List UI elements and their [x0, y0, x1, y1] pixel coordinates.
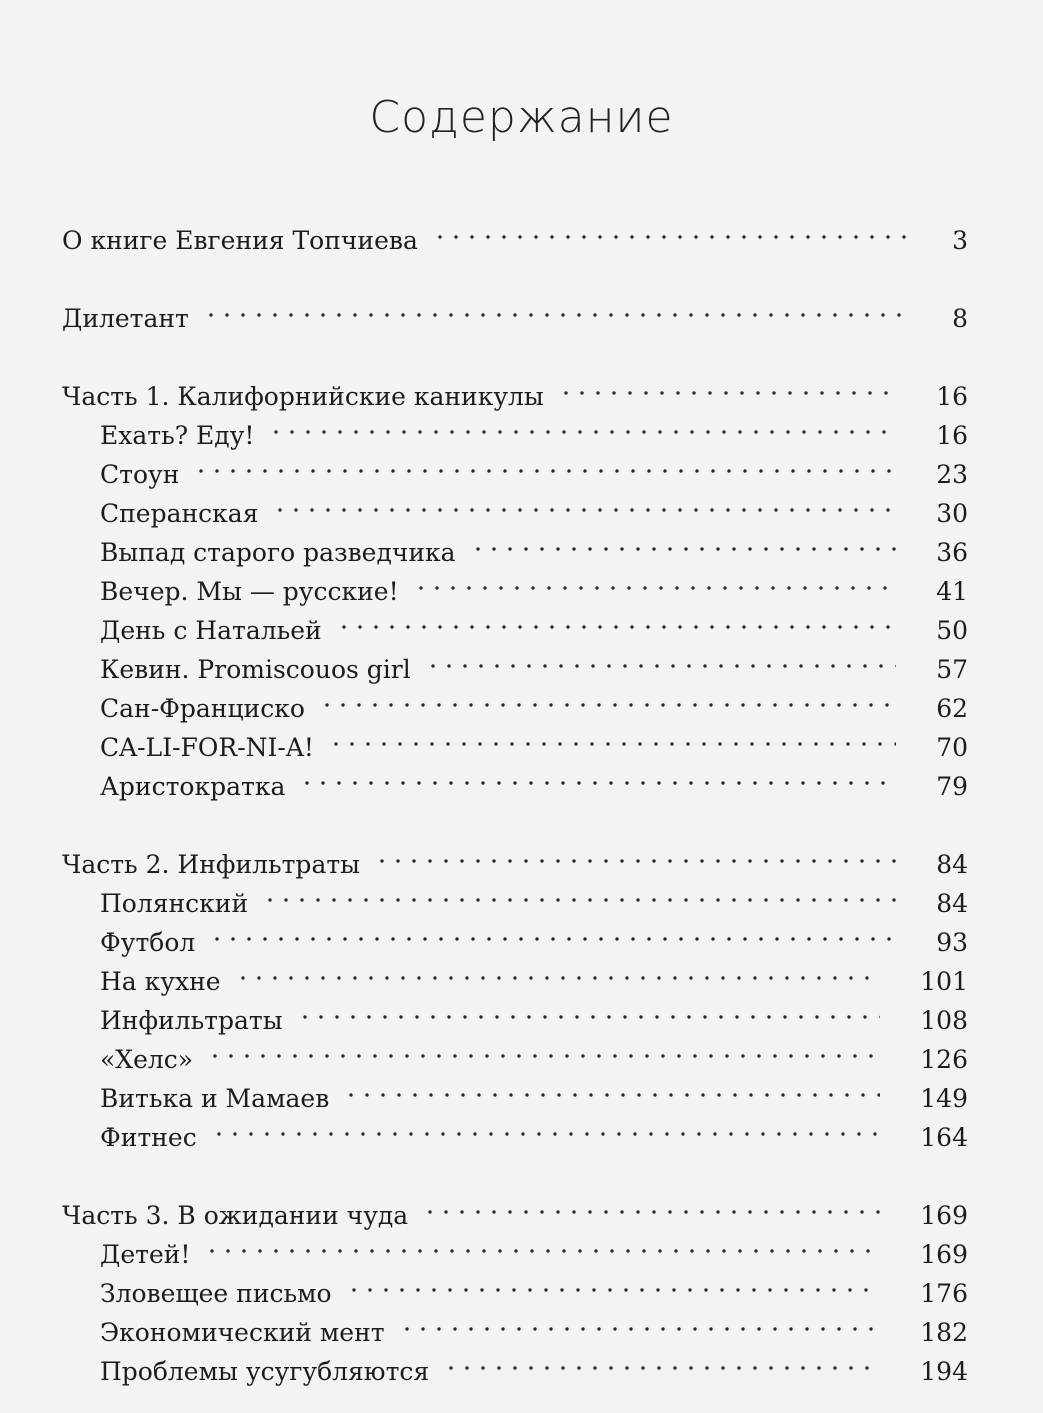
toc-entry-label: Проблемы усугубляются	[100, 1357, 430, 1386]
toc-entry	[62, 681, 968, 723]
toc-entry-label: Стоун	[100, 460, 180, 489]
toc-entry-label: О книге Евгения Топчиева	[62, 226, 418, 255]
dot-leader	[343, 1077, 880, 1113]
toc-entry-page: 84	[936, 889, 968, 918]
toc-entry	[62, 408, 968, 450]
dot-leader	[443, 1350, 880, 1386]
toc-entry-page: 62	[936, 694, 968, 723]
dot-leader	[209, 921, 896, 957]
toc-entry	[62, 1071, 968, 1113]
toc-entry-page: 182	[920, 1318, 968, 1347]
dot-leader	[319, 687, 896, 723]
toc-entry-page: 108	[920, 1006, 968, 1035]
toc-entry-page: 194	[920, 1357, 968, 1386]
toc-entry-page: 126	[920, 1045, 968, 1074]
toc-entry-label: День с Натальей	[100, 616, 322, 645]
toc-entry-label: Детей!	[100, 1240, 191, 1269]
toc-entry	[62, 1305, 968, 1347]
toc-entry-page: 149	[920, 1084, 968, 1113]
toc-entry	[62, 1266, 968, 1308]
toc-entry	[62, 1227, 968, 1269]
toc-entry-label: Ехать? Еду!	[100, 421, 255, 450]
toc-entry	[62, 993, 968, 1035]
toc-entry-label: Зловещее письмо	[100, 1279, 332, 1308]
toc-entry-page: 176	[920, 1279, 968, 1308]
dot-leader	[204, 1233, 880, 1269]
dot-leader	[328, 726, 896, 762]
toc-entry-page: 169	[920, 1201, 968, 1230]
dot-leader	[422, 1194, 880, 1230]
toc-entry-page: 16	[936, 421, 968, 450]
toc-part-heading	[62, 369, 968, 411]
toc-entry-page: 8	[952, 304, 968, 333]
toc-entry-page: 70	[936, 733, 968, 762]
toc-entry	[62, 642, 968, 684]
dot-leader	[203, 297, 908, 333]
toc-entry-label: Кевин. Promiscouos girl	[100, 655, 411, 684]
toc-entry-label: Часть 1. Калифорнийские каникулы	[62, 382, 544, 411]
toc-entry-page: 79	[936, 772, 968, 801]
dot-leader	[558, 375, 896, 411]
toc-entry-label: Дилетант	[62, 304, 189, 333]
dot-leader	[211, 1116, 881, 1152]
toc-entry	[62, 291, 968, 333]
dot-leader	[413, 570, 897, 606]
toc-entry-label: Витька и Мамаев	[100, 1084, 330, 1113]
dot-leader	[272, 492, 896, 528]
toc-entry	[62, 915, 968, 957]
toc-entry	[62, 564, 968, 606]
toc-entry	[62, 876, 968, 918]
toc-entry-page: 101	[920, 967, 968, 996]
toc-entry	[62, 525, 968, 567]
toc-entry-page: 84	[936, 850, 968, 879]
toc-entry	[62, 720, 968, 762]
dot-leader	[207, 1038, 880, 1074]
toc-entry-label: Часть 2. Инфильтраты	[62, 850, 361, 879]
dot-leader	[262, 882, 896, 918]
dot-leader	[399, 1311, 881, 1347]
toc-part-heading	[62, 837, 968, 879]
toc-entry-label: На кухне	[100, 967, 221, 996]
dot-leader	[299, 765, 896, 801]
toc-part-heading	[62, 1188, 968, 1230]
toc-entry-label: CA-LI-FOR-NI-A!	[100, 733, 314, 762]
dot-leader	[193, 453, 896, 489]
toc-entry	[62, 1344, 968, 1386]
toc-entry	[62, 213, 968, 255]
dot-leader	[336, 609, 897, 645]
toc-entry-label: Экономический мент	[100, 1318, 385, 1347]
dot-leader	[235, 960, 881, 996]
toc-entry-page: 30	[936, 499, 968, 528]
dot-leader	[470, 531, 897, 567]
dot-leader	[297, 999, 881, 1035]
toc-entry-label: Вечер. Мы — русские!	[100, 577, 399, 606]
toc-entry-label: Сперанская	[100, 499, 259, 528]
toc-entry	[62, 759, 968, 801]
toc-entry-page: 164	[920, 1123, 968, 1152]
toc-entry-label: «Хелс»	[100, 1045, 194, 1074]
toc-entry	[62, 603, 968, 645]
toc-entry-page: 169	[920, 1240, 968, 1269]
toc-entry-page: 16	[936, 382, 968, 411]
toc-entry-page: 93	[936, 928, 968, 957]
toc-entry-label: Инфильтраты	[100, 1006, 283, 1035]
toc-entry-label: Выпад старого разведчика	[100, 538, 456, 567]
toc-entry-label: Полянский	[100, 889, 249, 918]
toc-entry-label: Сан-Франциско	[100, 694, 305, 723]
toc-entry	[62, 486, 968, 528]
toc-entry-page: 23	[936, 460, 968, 489]
dot-leader	[346, 1272, 881, 1308]
toc-entry	[62, 1110, 968, 1152]
dot-leader	[425, 648, 896, 684]
toc-entry	[62, 447, 968, 489]
toc-entry-page: 3	[952, 226, 968, 255]
dot-leader	[268, 414, 896, 450]
toc-entry-page: 50	[936, 616, 968, 645]
toc-entry-page: 36	[936, 538, 968, 567]
toc-entry-page: 57	[936, 655, 968, 684]
toc-entry	[62, 954, 968, 996]
page-title: Содержание	[369, 92, 674, 143]
toc-entry-label: Аристократка	[100, 772, 286, 801]
toc-entry-page: 41	[936, 577, 968, 606]
toc-entry	[62, 1032, 968, 1074]
toc-entry-label: Часть 3. В ожидании чуда	[62, 1201, 409, 1230]
toc-entry-label: Фитнес	[100, 1123, 197, 1152]
dot-leader	[432, 219, 908, 255]
dot-leader	[374, 843, 896, 879]
toc-entry-label: Футбол	[100, 928, 196, 957]
